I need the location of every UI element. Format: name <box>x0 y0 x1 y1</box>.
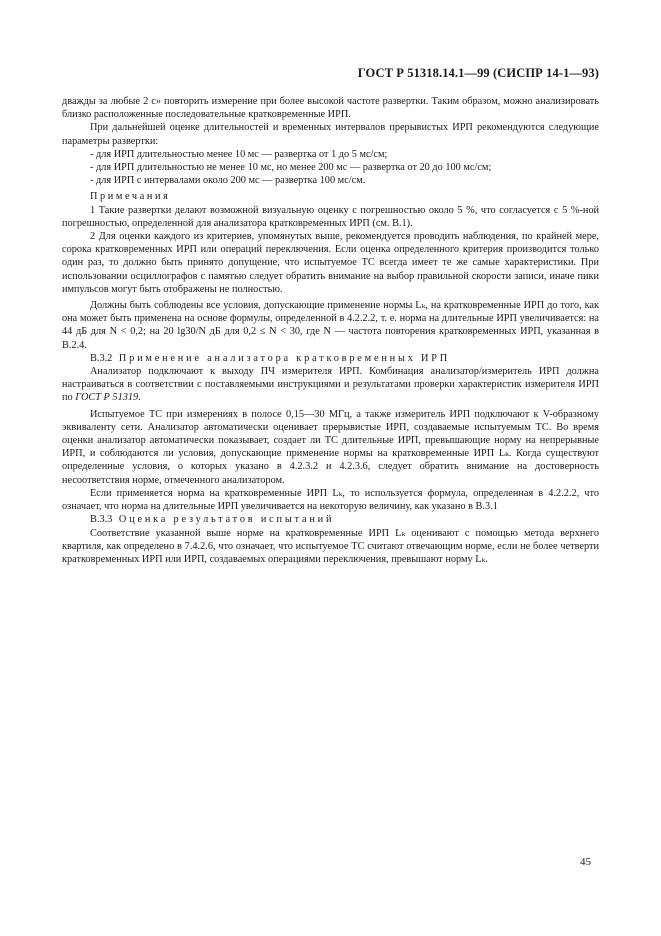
section-title: Применение анализатора кратковременных ИРП <box>118 352 451 364</box>
paragraph: При дальнейшей оценке длительностей и временных интервалов прерывистых ИРП рекомендуются следующие параметры развертки: <box>62 122 599 147</box>
paragraph: Если применяется норма на кратковременные ИРП Lₖ, то используется формула, определенная в 4.2.2.2, что означает, что норма на длительные ИРП увеличивается на некоторую величину, как указано в В.3.1 <box>62 487 599 513</box>
paragraph: Соответствие указанной выше норме на кратковременные ИРП Lₖ оценивают с помощью метода верхнего квартиля, как определено в 7.4.2.6, что означает, что испытуемое ТС считают отвечающим норме, если не более четверти кратковременных ИРП или ИРП, создаваемых операциями переключения, превышают норму Lₖ. <box>62 527 599 565</box>
list-item: - для ИРП длительностью менее 10 мс — развертка от 1 до 5 мс/см; <box>90 148 388 160</box>
paragraph-text: Анализатор подключают к выходу ПЧ измерителя ИРП. Комбинация анализатор/измеритель ИРП должна настраиваться в соответствии с поставляемыми инструкциями и результатами проверки характеристик измерителя ИРП по <box>62 366 599 404</box>
standard-reference: ГОСТ Р 51319 <box>75 392 139 404</box>
note: 2 Для оценки каждого из критериев, упомянутых выше, рекомендуется проводить наблюдения, по крайней мере, сорока кратковременных ИРП или операций переключения. Если оценка определенного критерия производится только один раз, то должно быть принято допущение, что испытуемое ТС всегда имеет те же самые характеристики. При использовании осциллографов с памятью следует обратить внимание на выбор правильной скорости записи, иначе пики импульсов могут быть отображены не полностью. <box>62 231 599 295</box>
paragraph <box>62 365 599 405</box>
section-title: Оценка результатов испытаний <box>118 514 335 526</box>
paragraph: Должны быть соблюдены все условия, допускающие применение нормы Lₖ, на кратковременные ИРП до того, как она может быть применена на основе формулы, определенной в 4.2.2.2, т. е. норма на длительные ИРП увеличивается: на 44 дБ для N < 0,2; на 20 lg30/N дБ для 0,2 ≤ N < 30, где N — частота повторения кратковременных ИРП, указанная в В.2.4. <box>62 300 599 351</box>
list-item: - для ИРП длительностью не менее 10 мс, но менее 200 мс — развертка от 20 до 100 мс/см; <box>90 162 492 174</box>
paragraph: дважды за любые 2 с» повторить измерение при более высокой частоте развертки. Таким образом, можно анализировать близко расположенные последовательные кратковременные ИРП. <box>62 96 599 121</box>
page-number: 45 <box>580 856 591 868</box>
paragraph: Испытуемое ТС при измерениях в полосе 0,15—30 МГц, а также измеритель ИРП подключают к V-образному эквиваленту сети. Анализатор автоматически оценивает прерывистые ИРП, создаваемые испытуемым ТС. Во время оценки анализатор автоматически показывает, создает ли ТС длительные ИРП, превышающие норму на непрерывные ИРП, и соблюдаются ли условия, допускающие применение нормы на кратковременные ИРП Lₖ. Когда существуют определенные условия, о которых указано в 4.2.3.2 и 4.2.3.6, следует обратить внимание на достоверность несоответствия норме, отмеченного анализатором. <box>62 408 599 486</box>
section-number: В.3.2 <box>90 352 113 364</box>
section-heading-b32 <box>62 352 599 365</box>
document-header: ГОСТ Р 51318.14.1—99 (СИСПР 14-1—93) <box>357 66 599 80</box>
list-item: - для ИРП с интервалами около 200 мс — развертка 100 мс/см. <box>90 175 366 187</box>
section-heading-b33 <box>62 513 599 526</box>
notes-title: Примечания <box>90 191 171 203</box>
note: 1 Такие развертки делают возможной визуальную оценку с погрешностью около 5 %, что согласуется с 5 %-ной погрешностью, определенной для анализатора кратковременных ИРП (см. В.1). <box>62 204 599 229</box>
document-body <box>62 95 599 566</box>
section-number: В.3.3 <box>90 514 113 526</box>
paragraph-text: . <box>138 392 141 404</box>
